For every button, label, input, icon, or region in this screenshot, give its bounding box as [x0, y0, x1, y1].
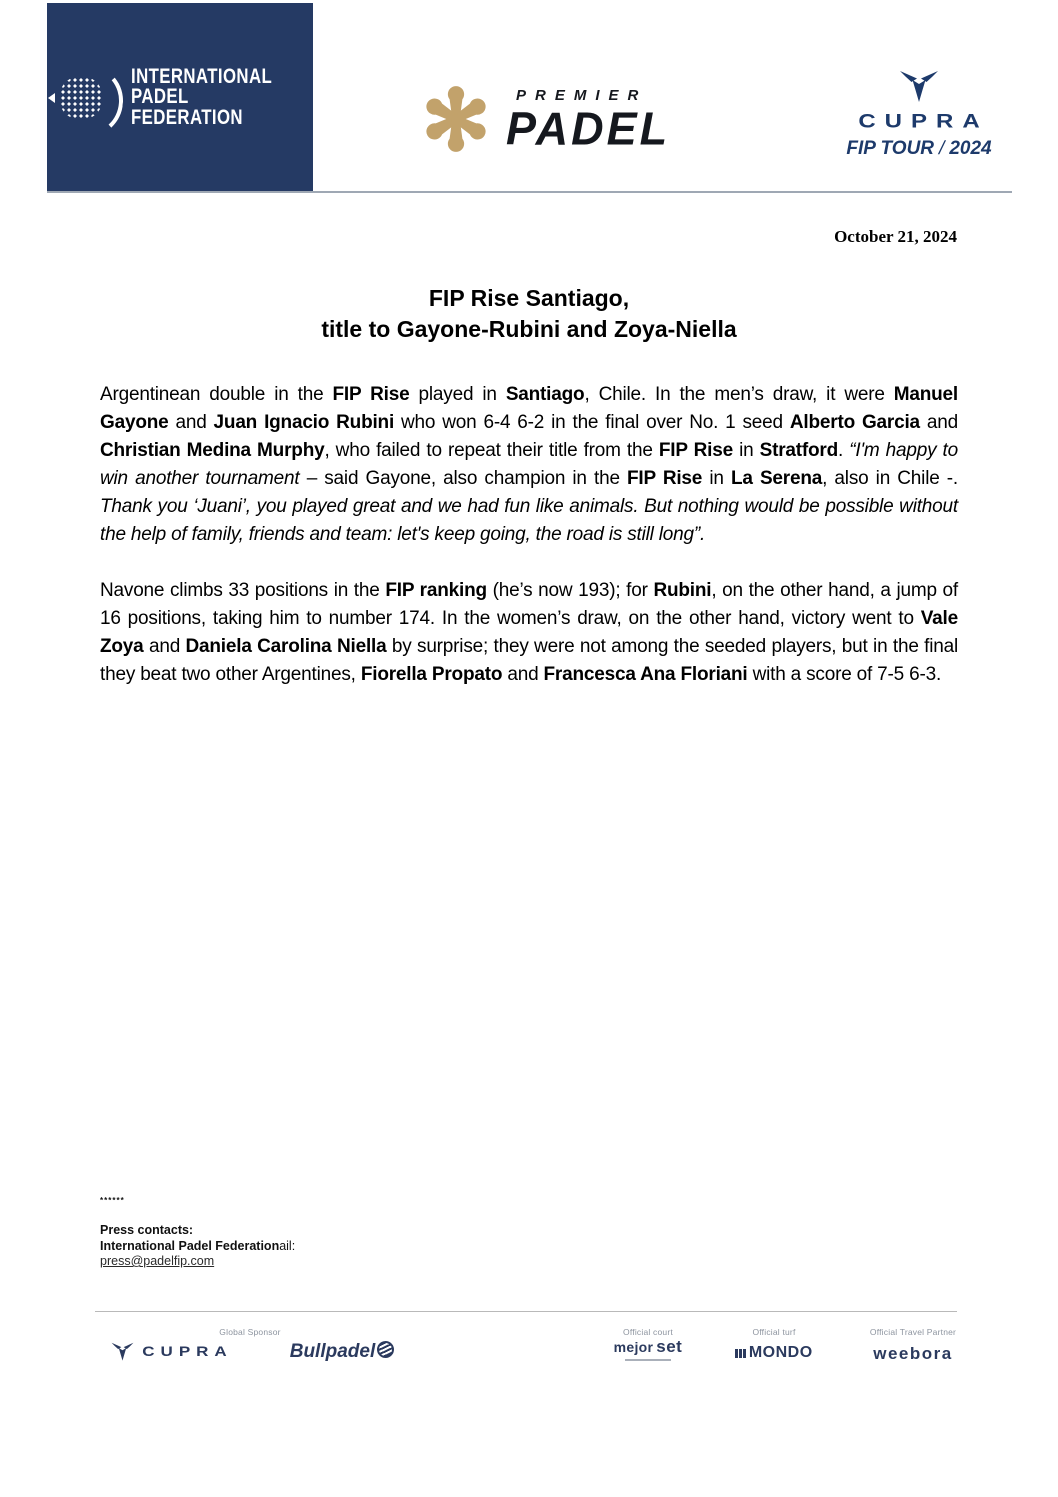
ipf-logo-text — [130, 64, 272, 129]
official-court-label: Official court — [623, 1327, 673, 1337]
fip-tour-2024 — [846, 138, 991, 160]
mejor-wordmark: mejor — [613, 1339, 654, 1355]
sponsor-divider — [95, 1311, 957, 1312]
premier-padel-flower-icon — [416, 76, 496, 162]
paragraph-2: Navone climbs 33 positions in the FIP ranking (he’s now 193); for Rubini, on the other hand, a jump of 16 positions, taking him to number 174. In the women’s draw, on the other hand, victory went to Vale Zoya and Daniela Carolina Niella by surprise; they were not among the seeded players, but in the final they beat two other Argentines, Fiorella Propato and Francesca Ana Floriani with a score of 7-5 6-3. — [100, 580, 959, 685]
press-contacts-block — [100, 1223, 295, 1270]
global-sponsor-label: Global Sponsor — [219, 1327, 281, 1337]
press-contacts-label: Press contacts: — [100, 1223, 194, 1237]
document-date: October 21, 2024 — [834, 227, 957, 246]
ipf-line-1: INTERNATIONAL — [130, 64, 272, 88]
premier-padel-logo — [416, 76, 670, 162]
org-rest: ail: — [279, 1238, 296, 1253]
sponsor-weebora-logo — [848, 1344, 978, 1364]
sponsor-mejorset-logo — [598, 1337, 698, 1361]
press-email-link[interactable]: press@padelfip.com — [100, 1254, 215, 1268]
premier-wordmark: PREMIER — [516, 87, 648, 104]
mondo-wordmark: MONDO — [748, 1344, 813, 1361]
official-travel-partner-label: Official Travel Partner — [869, 1327, 957, 1337]
divider-slash: / — [936, 138, 947, 159]
cupra-trident-small-icon — [111, 1342, 134, 1362]
ipf-line-2: PADEL — [130, 85, 189, 109]
org-name: International Padel Federation — [100, 1238, 280, 1253]
cupra-fip-tour-logo — [834, 70, 1004, 160]
sponsor-cupra-logo — [92, 1342, 252, 1362]
sponsor-bullpadel-logo — [272, 1341, 412, 1363]
paragraph-1: Argentinean double in the FIP Rise played in Santiago, Chile. In the men’s draw, it were Manuel Gayone and Juan Ignacio Rubini who won 6-4 6-2 in the final over No. 1 seed Alberto Garcia and Christian Medina Murphy, who failed to repeat their title from the FIP Rise in Stratford. “I'm happy to win another tournament – said Gayone, also champion in the FIP Rise in La Serena, also in Chile -. Thank you ‘Juani’, you played great and we had fun like animals. But nothing would be possible without the help of family, friends and team: let's keep going, the road is still long”. — [100, 384, 959, 545]
mondo-stripes-icon — [735, 1349, 746, 1358]
section-separator-stars: ****** — [100, 1196, 125, 1205]
fip-tour-year: 2024 — [949, 138, 992, 159]
document-title — [100, 283, 958, 345]
padel-ball-icon — [377, 1341, 394, 1358]
ipf-logo — [47, 3, 313, 192]
cupra-trident-icon — [899, 70, 939, 104]
ipf-line-3: FEDERATION — [130, 105, 243, 129]
sponsor-cupra-wordmark: CUPRA — [142, 1344, 233, 1360]
press-contacts-org — [100, 1239, 295, 1255]
weebora-wordmark: weebora — [873, 1344, 953, 1363]
title-line-1: FIP Rise Santiago, — [428, 285, 630, 311]
header-divider — [47, 191, 1012, 193]
left-arrow-icon — [48, 93, 55, 103]
arc-icon — [54, 63, 125, 137]
title-line-2: title to Gayone-Rubini and Zoya-Niella — [321, 316, 737, 342]
mejorset-tagline-bar — [625, 1359, 671, 1361]
padel-wordmark: PADEL — [506, 102, 671, 155]
bullpadel-wordmark: Bullpadel — [289, 1341, 376, 1362]
document-body — [100, 283, 958, 717]
ipf-ball-icon — [53, 63, 119, 133]
cupra-wordmark: CUPRA — [858, 110, 989, 133]
sponsor-mondo-logo — [724, 1344, 824, 1362]
official-turf-label: Official turf — [752, 1327, 796, 1337]
fip-tour-text: FIP TOUR — [846, 138, 935, 159]
set-wordmark: set — [656, 1337, 683, 1356]
